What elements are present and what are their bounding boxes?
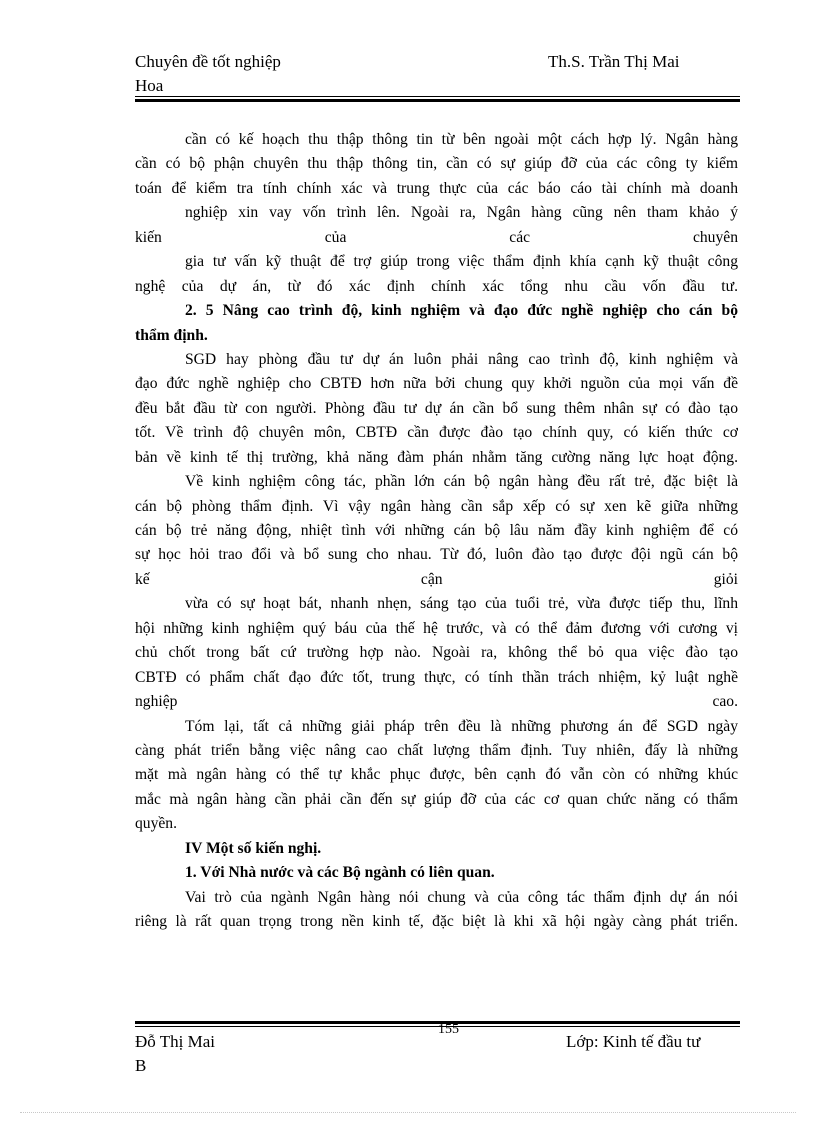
text-line: riêng là rất quan trọng trong nền kinh tế, đặc biệt là khi xã hội ngày càng phát triển.	[135, 913, 738, 930]
subsection-heading: 1. Với Nhà nước và các Bộ ngành có liên quan.	[185, 864, 495, 882]
text-line: Tóm lại, tất cả những giải pháp trên đều là những phương án để SGD ngày	[185, 717, 738, 735]
text-line: kế cận giỏi	[135, 570, 738, 588]
header-left-wrap: Hoa	[135, 76, 164, 95]
text-line: nghiệp xin vay vốn trình lên. Ngoài ra, Ngân hàng cũng nên tham khảo ý	[185, 204, 738, 222]
text-line: cán bộ trẻ năng động, nhiệt tình với những cán bộ lâu năm đầy kinh nghiệm để có	[135, 522, 738, 539]
header-left	[135, 50, 365, 98]
page-edge-dotted-line	[20, 1112, 796, 1113]
text-line: hội những kinh nghiệm quý báu của thế hệ trước, và có thể đảm đương với cương vị	[135, 619, 738, 637]
section-heading: 2. 5 Nâng cao trình độ, kinh nghiệm và đạo đức nghề nghiệp cho cán bộ	[185, 302, 738, 320]
text-line: quyền.	[135, 815, 178, 833]
text-line: Về kinh nghiệm công tác, phần lớn cán bộ ngân hàng đều rất trẻ, đặc biệt là	[185, 473, 738, 491]
text-line: chủ chốt trong bất cứ trường hợp nào. Ngoài ra, không thể bỏ qua việc đào tạo	[135, 644, 738, 662]
text-line: cán bộ phòng thẩm định. Vì vậy ngân hàng cần sắp xếp có sự xen kẽ giữa những	[135, 497, 738, 515]
text-line: nghệ của dự án, từ đó xác định chính xác tổng nhu cầu vốn đầu tư.	[135, 277, 738, 295]
text-line: vừa có sự hoạt bát, nhanh nhẹn, sáng tạo của tuổi trẻ, vừa được tiếp thu, lĩnh	[185, 595, 738, 613]
text-line: SGD hay phòng đầu tư dự án luôn phải nâng cao trình độ, kinh nghiệm và	[185, 350, 738, 368]
section-heading-wrap: thẩm định.	[135, 326, 208, 344]
page-number: 155	[438, 1022, 459, 1037]
text-line: CBTĐ có phẩm chất đạo đức tốt, trung thực, có tính thần trách nhiệm, kỷ luật nghề	[135, 668, 738, 686]
text-line: Vai trò của ngành Ngân hàng nói chung và của công tác thẩm định dự án nói	[185, 888, 738, 906]
text-line: cần có bộ phận chuyên thu thập thông tin, cần có sự giúp đỡ của các công ty kiểm	[135, 155, 738, 173]
header-rule-thin	[135, 96, 740, 97]
text-line: kiến của các chuyên	[135, 228, 738, 246]
section-heading: IV Một số kiến nghị.	[185, 839, 322, 857]
footer-left	[135, 1030, 255, 1078]
text-line: sự học hỏi trao đổi và bổ sung cho nhau. Từ đó, luôn đào tạo được đội ngũ cán bộ	[135, 546, 738, 564]
text-line: cần có kế hoạch thu thập thông tin từ bên ngoài một cách hợp lý. Ngân hàng	[185, 131, 738, 148]
text-line: tốt. Về trình độ chuyên môn, CBTĐ cần được đào tạo chính quy, có kiến thức cơ	[135, 424, 738, 442]
text-line: đạo đức nghề nghiệp cho CBTĐ hơn nữa bởi chung quy khởi nguồn của mọi vấn đề	[135, 375, 738, 393]
text-line: nghiệp cao.	[135, 693, 738, 711]
header-right: Th.S. Trần Thị Mai	[548, 52, 680, 71]
text-line: gia tư vấn kỹ thuật để trợ giúp trong việc thẩm định khía cạnh kỹ thuật công	[185, 253, 738, 271]
text-line: bản về kinh tế thị trường, khả năng đàm phán nhằm tăng cường năng lực hoạt động.	[135, 448, 738, 466]
text-line: mắc mà ngân hàng cần phải cần đến sự giúp đỡ của các cơ quan chức năng có thẩm	[135, 790, 738, 808]
footer-right: Lớp: Kinh tế đầu tư	[566, 1032, 701, 1051]
text-line: toán để kiểm tra tính chính xác và trung thực của các báo cáo tài chính mà doanh	[135, 179, 738, 197]
header-rule-thick	[135, 99, 740, 102]
body-text	[135, 128, 738, 934]
text-line: đều bắt đầu từ con người. Phòng đầu tư dự án cần bổ sung thêm nhân sự có đào tạo	[135, 399, 738, 417]
footer-left-wrap: B	[135, 1056, 147, 1075]
footer-left-text: Đỗ Thị Mai	[135, 1032, 215, 1051]
text-line: mặt mà ngân hàng có thể tự khắc phục được, bên cạnh đó vẫn còn có những khúc	[135, 766, 738, 784]
text-line: càng phát triển bằng việc nâng cao chất lượng thẩm định. Tuy nhiên, đấy là những	[135, 741, 738, 759]
header-left-text: Chuyên đề tốt nghiệp	[135, 52, 281, 71]
